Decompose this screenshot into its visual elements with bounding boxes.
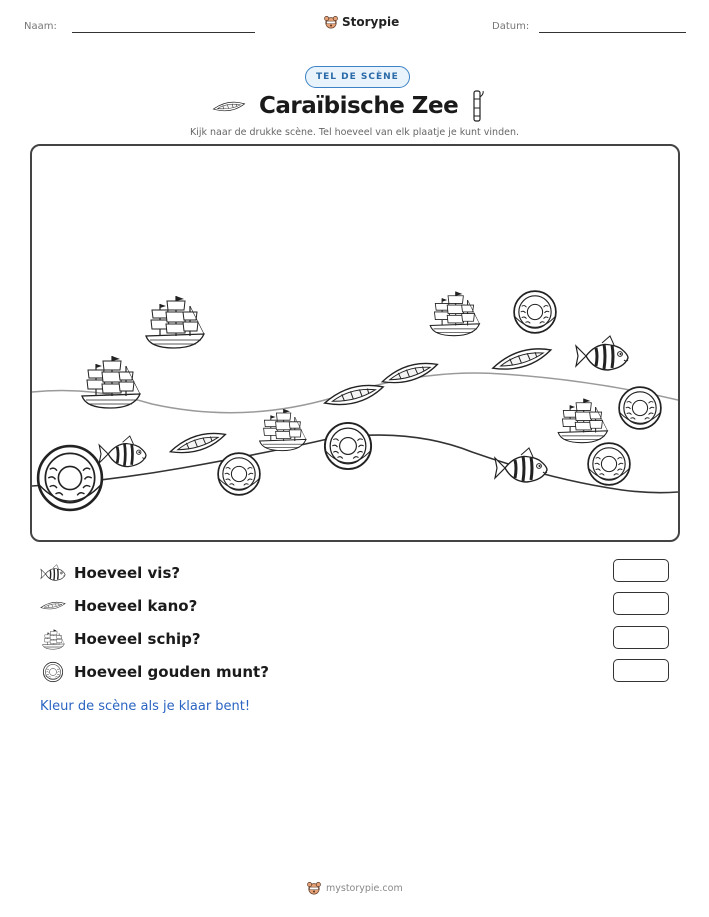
- name-line[interactable]: [72, 32, 255, 33]
- question-text: Hoeveel vis?: [74, 564, 181, 582]
- coloring-instruction: Kleur de scène als je klaar bent!: [40, 699, 251, 714]
- page-title: Caraïbische Zee: [259, 93, 459, 119]
- canoe-icon: [40, 595, 66, 617]
- fish-icon: [495, 448, 547, 482]
- date-line[interactable]: [539, 32, 686, 33]
- gold-coin-icon: [40, 661, 66, 683]
- page-subtitle: Kijk naar de drukke scène. Tel hoeveel van elk plaatje je kunt vinden.: [190, 127, 519, 138]
- gold-coin-icon: [619, 387, 661, 429]
- question-text: Hoeveel gouden munt?: [74, 663, 269, 681]
- brand-name: Storypie: [342, 15, 400, 29]
- question-text: Hoeveel schip?: [74, 630, 201, 648]
- gold-coin-icon: [218, 453, 260, 495]
- bamboo-icon: [470, 90, 484, 122]
- question-row-coin: [40, 661, 269, 683]
- fish-icon: [99, 436, 146, 467]
- gold-coin-icon: [38, 446, 102, 510]
- date-label: Datum:: [492, 21, 530, 32]
- footer-url[interactable]: mystorypie.com: [326, 882, 403, 894]
- gold-coin-icon: [588, 443, 630, 485]
- gold-coin-icon: [514, 291, 556, 333]
- scene-illustration: [32, 146, 678, 540]
- canoe-icon: [169, 431, 228, 455]
- footer: [307, 880, 403, 896]
- ship-icon: [82, 356, 140, 408]
- fish-icon: [40, 562, 66, 584]
- question-text: Hoeveel kano?: [74, 597, 198, 615]
- gold-coin-icon: [325, 423, 371, 469]
- canoe-icon: [491, 347, 553, 372]
- ship-icon: [40, 628, 66, 650]
- question-row-canoe: [40, 595, 197, 617]
- answer-box-fish[interactable]: [613, 559, 669, 582]
- answer-box-coin[interactable]: [613, 659, 669, 682]
- answer-box-ship[interactable]: [613, 626, 669, 649]
- ship-icon: [146, 296, 204, 348]
- question-row-ship: [40, 628, 201, 650]
- ship-icon: [430, 292, 479, 336]
- fish-icon: [576, 336, 628, 370]
- ship-icon: [260, 409, 306, 451]
- canoe-icon: [323, 384, 384, 407]
- name-label: Naam:: [24, 21, 57, 32]
- canoe-icon: [212, 94, 246, 120]
- counting-scene: [30, 144, 680, 542]
- brand-logo: [324, 14, 399, 30]
- scene-badge: TEL DE SCÈNE: [305, 66, 410, 88]
- ship-icon: [558, 399, 607, 443]
- canoe-icon: [381, 361, 440, 385]
- question-row-fish: [40, 562, 180, 584]
- answer-box-canoe[interactable]: [613, 592, 669, 615]
- storypie-bear-icon: [324, 14, 338, 30]
- storypie-bear-icon: [307, 880, 321, 896]
